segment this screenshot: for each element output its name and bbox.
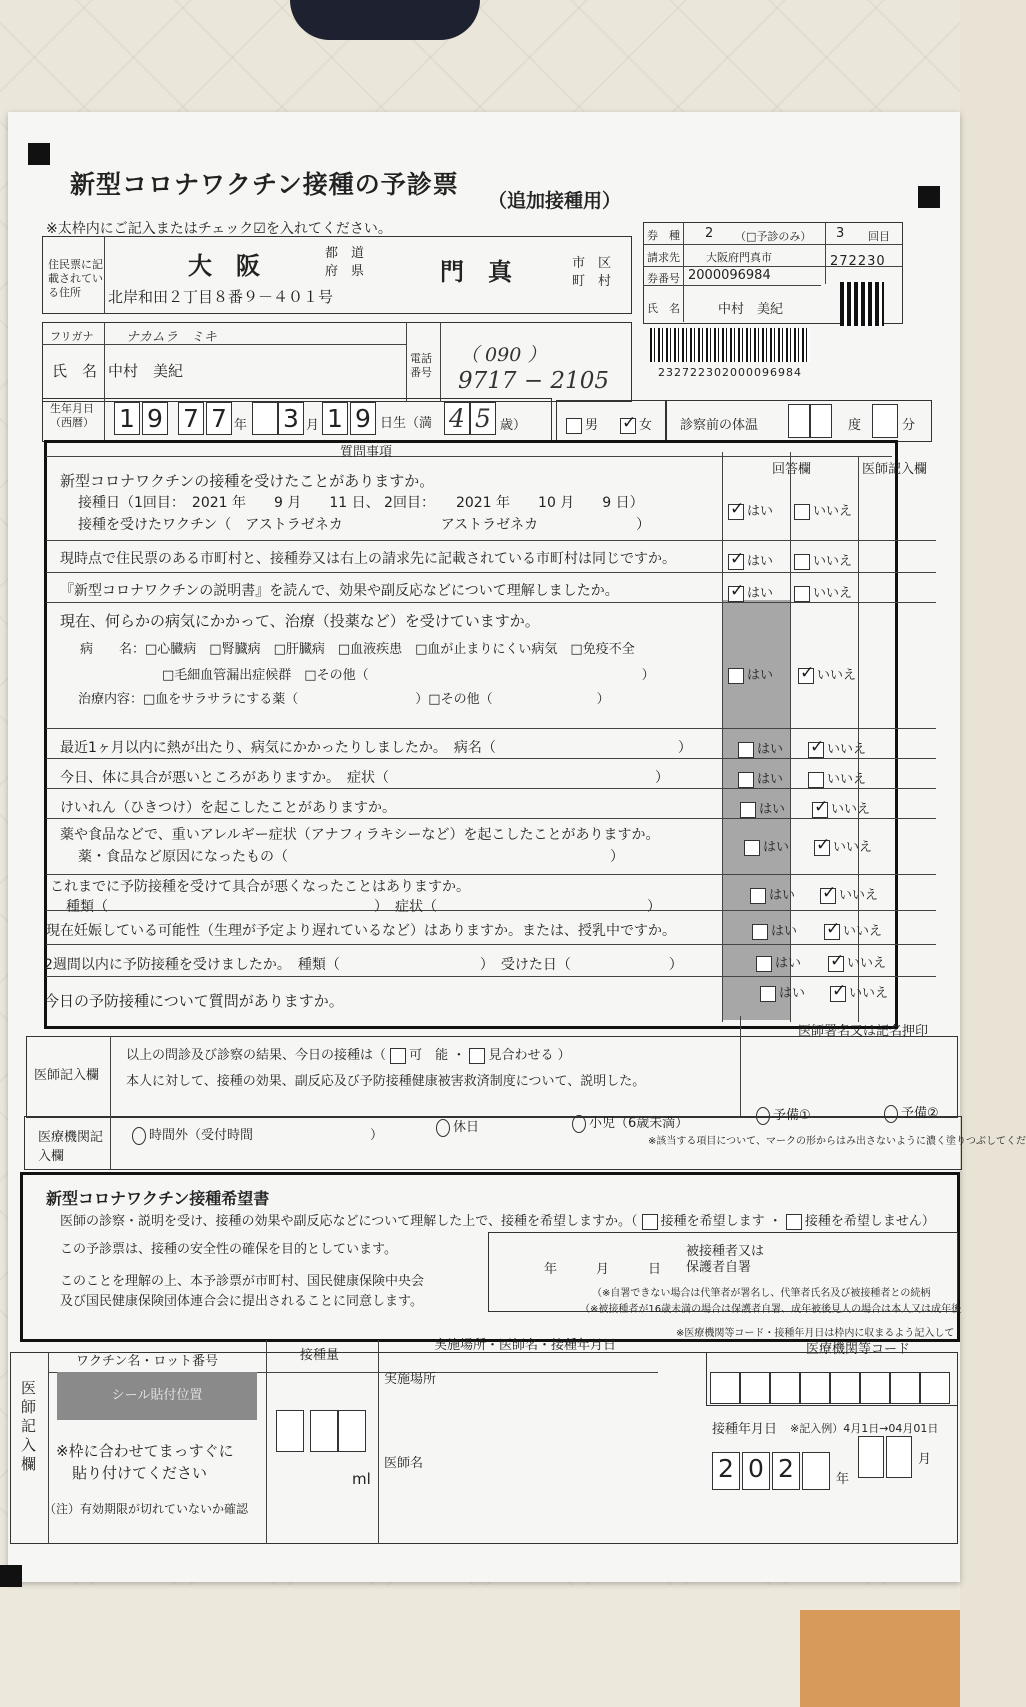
signer-note-1: （※自署できない場合は代筆者が署名し、代筆者氏名及び被接種者との続柄 <box>592 1288 931 1299</box>
pref-suffix-top: 都 道 <box>325 246 365 261</box>
question-1: 新型コロナワクチンの接種を受けたことがありますか。 <box>60 472 435 490</box>
phone-area-code: （ 090 ） <box>460 344 547 366</box>
answer-header: 回答欄 <box>772 462 812 477</box>
expiry-note: （注）有効期限が切れていないか確認 <box>44 1502 249 1516</box>
vaccination-year-digit: 2 <box>772 1452 800 1490</box>
signer-label-2[interactable]: 保護者自署 <box>686 1260 752 1275</box>
code-cell[interactable] <box>800 1372 830 1404</box>
month-unit: 月 <box>306 418 320 433</box>
vaccination-month-cell[interactable] <box>858 1436 884 1478</box>
gender-female[interactable]: ✓ 女 <box>620 414 652 434</box>
question-10: 現在妊娠している可能性（生理が予定より遅れているなど）はありますか。または、授乳中ですか。 <box>46 923 676 939</box>
doctor-name-label: 医師名 <box>384 1456 424 1471</box>
checkup-only-label: （□予診のみ） <box>735 230 812 243</box>
birthdate-label: 生年月日（西暦） <box>50 402 94 429</box>
record-side-label: 医師記入欄 <box>19 1380 37 1475</box>
round-value: 3 <box>836 226 845 241</box>
consent-purpose: この予診票は、接種の安全性の確保を目的としています。 <box>60 1242 397 1257</box>
age-digit: 4 <box>444 402 470 435</box>
option-after-hours[interactable]: 時間外（受付時間 ） <box>132 1124 383 1145</box>
q2-yes[interactable]: ✓ はい <box>728 550 773 570</box>
q5-yes[interactable]: はい <box>738 738 783 758</box>
question-1-dates: 接種日（1回目： 2021 年 9 月 11 日、 2回目： 2021 年 10 月 9 日） <box>78 495 644 511</box>
sticker-position[interactable]: シール貼付位置 <box>57 1372 257 1420</box>
birth-year-digit: 9 <box>142 402 168 435</box>
barcode <box>650 328 810 362</box>
ticket-kind-value: 2 <box>705 226 714 241</box>
form-title: 新型コロナワクチン接種の予診票 <box>70 170 459 199</box>
q11-yes[interactable]: はい <box>756 952 801 972</box>
billing-value: 大阪府門真市 <box>706 251 772 264</box>
questions-header: 質問事項 <box>340 445 393 460</box>
doctor-explanation: 本人に対して、接種の効果、副反応及び予防接種健康被害救済制度について、説明した。 <box>126 1074 646 1089</box>
furigana-value: ナカムラ ミキ <box>126 330 217 345</box>
birth-month-digit: 3 <box>278 402 304 435</box>
q5-no[interactable]: ✓ いいえ <box>808 738 866 758</box>
footer-note: ※医療機関等コード・接種年月日は枠内に収まるよう記入して <box>676 1328 955 1339</box>
question-11: 2週間以内に予防接種を受けましたか。 種類（ ） 受けた日（ ） <box>44 957 683 973</box>
q8-no[interactable]: ✓ いいえ <box>814 836 872 856</box>
option-holiday[interactable]: 休日 <box>436 1116 479 1137</box>
question-4-diseases: 病 名：□心臓病 □腎臓病 □肝臓病 □血液疾患 □血が止まりにくい病気 □免疫不全 <box>80 642 635 657</box>
billing-code: 272230 <box>830 254 886 269</box>
birth-day-digit: 1 <box>322 402 348 435</box>
question-5: 最近1ヶ月以内に熱が出たり、病気にかかったりしましたか。 病名（ ） <box>60 740 692 756</box>
dose-header: 接種量 <box>300 1348 340 1363</box>
q12-no[interactable]: ✓ いいえ <box>830 982 888 1002</box>
bag-object <box>290 0 480 40</box>
phone-number: 9717 − 2105 <box>458 368 609 394</box>
q1-no[interactable]: いいえ <box>794 500 852 520</box>
signer-label-1: 被接種者又は <box>686 1244 765 1259</box>
registration-mark <box>0 1565 22 1587</box>
option-reserve-1[interactable]: 予備① <box>756 1104 811 1125</box>
vaccination-date-label: 接種年月日 <box>712 1422 778 1437</box>
ticket-kind-label: 券 種 <box>647 229 680 242</box>
vaccine-lot-header: ワクチン名・ロット番号 <box>76 1354 219 1369</box>
q7-yes[interactable]: はい <box>740 798 785 818</box>
option-child[interactable]: 小児（6歳未満） <box>572 1112 688 1133</box>
billing-label: 請求先 <box>647 251 680 264</box>
q9-yes[interactable]: はい <box>750 884 795 904</box>
q3-yes[interactable]: ✓ はい <box>728 582 773 602</box>
doctor-judgment: 以上の問診及び診察の結果、今日の接種は（ 可 能 ・ 見合わせる ） <box>126 1048 571 1063</box>
year-unit: 年 <box>234 418 248 433</box>
dose-cell[interactable] <box>276 1410 304 1452</box>
place-doctor-date-header: 実施場所・医師名・接種年月日 <box>434 1338 617 1353</box>
question-1-vaccine: 接種を受けたワクチン（ アストラゼネカ アストラゼネカ ） <box>78 517 651 533</box>
question-8: 薬や食品などで、重いアレルギー症状（アナフィラキシーなど）を起こしたことがありますか。 <box>60 827 660 843</box>
doctor-notes-header: 医師記入欄 <box>862 462 928 477</box>
birth-year-digit: 1 <box>114 402 140 435</box>
temp-minute-unit: 分 <box>902 418 916 433</box>
temperature-label: 診察前の体温 <box>680 418 759 433</box>
code-cell[interactable] <box>920 1372 950 1404</box>
consent-title: 新型コロナワクチン接種希望書 <box>46 1189 270 1208</box>
street-address: 北岸和田２丁目８番９－４０１号 <box>108 288 334 306</box>
consent-question: 医師の診察・説明を受け、接種の効果や副反応などについて理解した上で、接種を希望しますか。（ 接種を希望します ・ 接種を希望しません） <box>60 1214 935 1229</box>
question-2: 現時点で住民票のある市町村と、接種券又は右上の請求先に記載されている市町村は同じですか。 <box>60 551 676 567</box>
signer-note-2: （※被接種者が16歳未満の場合は保護者自署、成年被後見人の場合は本人又は成年後 <box>580 1304 962 1315</box>
question-6: 今日、体に具合が悪いところがありますか。 症状（ ） <box>60 770 669 786</box>
doctor-section-label: 医師記入欄 <box>34 1068 100 1083</box>
name-value: 中村 美紀 <box>108 362 184 380</box>
dose-cell[interactable] <box>338 1410 366 1452</box>
vaccination-year-digit[interactable] <box>802 1452 830 1490</box>
furigana-label: フリガナ <box>50 330 94 343</box>
instruction-text: ※太枠内にご記入またはチェック☑を入れてください。 <box>46 221 392 237</box>
wish-checkbox[interactable] <box>642 1214 658 1230</box>
registration-mark <box>28 143 50 165</box>
code-cell[interactable] <box>830 1372 860 1404</box>
institution-note: ※該当する項目について、マークの形からはみ出さないように濃く塗りつぶしてくだ <box>648 1136 1026 1147</box>
temp-cell[interactable] <box>788 404 810 438</box>
code-cell[interactable] <box>710 1372 740 1404</box>
q10-no[interactable]: ✓ いいえ <box>824 920 882 940</box>
ticket-number-label: 券番号 <box>647 272 680 285</box>
q4-no[interactable]: ✓ いいえ <box>798 664 856 684</box>
birth-year-digit: 7 <box>206 402 232 435</box>
age-digit: 5 <box>470 402 496 435</box>
q2-no[interactable]: いいえ <box>794 550 852 570</box>
temp-cell[interactable] <box>810 404 832 438</box>
question-9-detail: 種類（ ） 症状（ ） <box>66 899 661 915</box>
q9-no[interactable]: ✓ いいえ <box>820 884 878 904</box>
address-label: 住民票に記載されている住所 <box>48 258 103 299</box>
registration-mark <box>918 186 940 208</box>
consent-date: 年 月 日 <box>544 1262 662 1277</box>
consent-agree-1: このことを理解の上、本予診票が市町村、国民健康保険中央会 <box>60 1274 425 1289</box>
doctor-signature-label: 医師署名又は記名押印 <box>798 1024 929 1039</box>
vaccination-year-digit: 2 <box>712 1452 740 1490</box>
ticket-name-value: 中村 美紀 <box>718 302 784 317</box>
question-4: 現在、何らかの病気にかかって、治療（投薬など）を受けていますか。 <box>60 612 540 630</box>
q4-yes[interactable]: はい <box>728 664 773 684</box>
sticker-instruction-2: 貼り付けてください <box>72 1464 208 1482</box>
option-reserve-2[interactable]: 予備② <box>884 1102 939 1123</box>
code-cell[interactable] <box>860 1372 890 1404</box>
consent-agree-2: 及び国民健康保険団体連合会に提出されることに同意します。 <box>60 1294 423 1309</box>
q11-no[interactable]: ✓ いいえ <box>828 952 886 972</box>
city-suffix-bottom: 町 村 <box>572 274 612 289</box>
question-9: これまでに予防接種を受けて具合が悪くなったことはありますか。 <box>50 879 470 895</box>
day-unit: 日生（満 <box>380 416 433 431</box>
question-12: 今日の予防接種について質問がありますか。 <box>44 992 344 1010</box>
barcode-number: 2327223020000969​84 <box>658 366 802 379</box>
wooden-floor <box>800 1610 960 1707</box>
round-label: 回目 <box>868 230 890 243</box>
dose-cell[interactable] <box>310 1410 338 1452</box>
city-name: 門 真 <box>440 258 512 286</box>
pref-suffix-bottom: 府 県 <box>325 264 365 279</box>
question-8-cause: 薬・食品など原因になったもの（ ） <box>78 849 624 865</box>
code-cell[interactable] <box>770 1372 800 1404</box>
question-7: けいれん（ひきつけ）を起こしたことがありますか。 <box>60 800 396 816</box>
q10-yes[interactable]: はい <box>752 920 797 940</box>
code-cell[interactable] <box>890 1372 920 1404</box>
vaccination-year-unit: 年 <box>836 1472 850 1487</box>
sticker-instruction-1: ※枠に合わせてまっすぐに <box>56 1442 234 1460</box>
phone-label: 電話番号 <box>410 352 432 379</box>
ticket-name-label: 氏 名 <box>647 302 680 315</box>
q6-no[interactable]: いいえ <box>808 768 866 788</box>
vaccination-date-example: ※記入例）4月1日→04月01日 <box>790 1422 939 1435</box>
age-unit: 歳） <box>500 418 527 433</box>
q12-yes[interactable]: はい <box>760 982 805 1002</box>
temp-cell[interactable] <box>872 404 898 438</box>
ticket-number-value: 2000096984 <box>688 268 771 283</box>
vaccination-year-digit: 0 <box>742 1452 770 1490</box>
q6-yes[interactable]: はい <box>738 768 783 788</box>
birth-year-digit: 7 <box>178 402 204 435</box>
q3-no[interactable]: いいえ <box>794 582 852 602</box>
gender-male[interactable]: 男 <box>566 414 598 434</box>
vaccination-month-unit: 月 <box>918 1452 932 1467</box>
q8-yes[interactable]: はい <box>744 836 789 856</box>
question-3: 『新型コロナワクチンの説明書』を読んで、効果や副反応などについて理解しましたか。 <box>60 583 619 599</box>
city-suffix-top: 市 区 <box>572 256 612 271</box>
name-label: 氏 名 <box>52 362 98 380</box>
q7-no[interactable]: ✓ いいえ <box>812 798 870 818</box>
question-4-treatment: 治療内容：□血をサラサラにする薬（ ）□その他（ ） <box>78 692 610 707</box>
birth-month-blank <box>252 402 278 435</box>
qr-code <box>840 282 884 326</box>
ml-unit: ml <box>352 1470 371 1488</box>
possible-checkbox[interactable] <box>390 1048 406 1064</box>
q1-yes[interactable]: ✓はい <box>728 500 773 520</box>
no-wish-checkbox[interactable] <box>786 1214 802 1230</box>
institution-code-label: 医療機関等コード <box>806 1342 911 1357</box>
postpone-checkbox[interactable] <box>469 1048 485 1064</box>
question-4-diseases-2: □毛細血管漏出症候群 □その他（ ） <box>162 668 655 683</box>
code-cell[interactable] <box>740 1372 770 1404</box>
temp-degree-unit: 度 <box>848 418 862 433</box>
vaccination-month-cell[interactable] <box>886 1436 912 1478</box>
place-label: 実施場所 <box>384 1372 437 1387</box>
institution-label: 医療機関記入欄 <box>38 1130 104 1164</box>
birth-day-digit: 9 <box>350 402 376 435</box>
prefecture-name: 大 阪 <box>188 252 260 280</box>
form-subtitle: （追加接種用） <box>488 190 622 212</box>
